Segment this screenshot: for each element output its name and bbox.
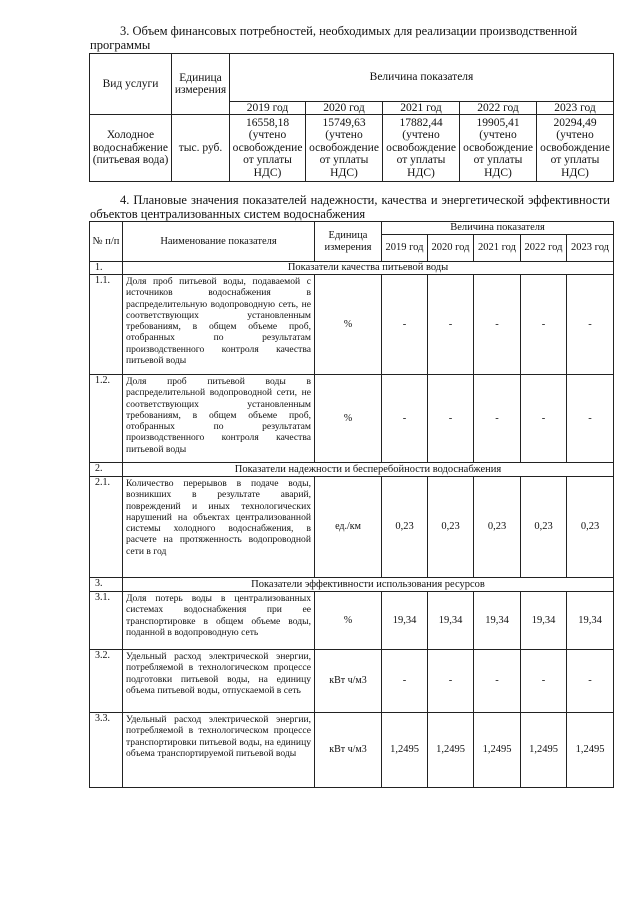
row-num: 1.2. <box>90 375 123 463</box>
header-service: Вид услуги <box>90 54 172 115</box>
value-cell: 0,23 <box>382 477 428 578</box>
indicator-name: Количество перерывов в подаче воды, возникших в результате аварий, повреждений и иных технологических нарушений на объектах централизованной системы холодного водоснабжения, в расчете на протяженность водопроводной сети в год <box>123 477 315 578</box>
value-cell: 1,2495 <box>521 713 567 788</box>
row-num: 3.2. <box>90 650 123 713</box>
value-cell: - <box>567 375 614 463</box>
value-cell: 0,23 <box>521 477 567 578</box>
unit-cell: % <box>315 375 382 463</box>
indicators-table <box>89 221 614 788</box>
row-num: 3.3. <box>90 713 123 788</box>
value-cell: - <box>382 375 428 463</box>
unit-cell: % <box>315 592 382 650</box>
year-header: 2022 год <box>460 102 537 115</box>
value-cell: 19,34 <box>474 592 521 650</box>
indicator-name: Доля проб питьевой воды, подаваемой с источников водоснабжения в распределительную водопроводную сеть, не соответствующих установленным требованиям, в общем объеме проб, отобранных по результатам производственного контроля качества питьевой воды <box>123 275 315 375</box>
group-title: Показатели эффективности использования ресурсов <box>123 578 614 592</box>
value-cell: 16558,18 (учтено освобождение от уплаты НДС) <box>230 115 306 182</box>
value-cell: - <box>428 650 474 713</box>
value-cell: 1,2495 <box>428 713 474 788</box>
value-cell: 0,23 <box>474 477 521 578</box>
group-num: 3. <box>90 578 123 592</box>
section3-heading: 3. Объем финансовых потребностей, необходимых для реализации производственной программы <box>90 24 578 52</box>
value-cell: - <box>474 375 521 463</box>
service-cell: Холодное водоснабжение (питьевая вода) <box>90 115 172 182</box>
indicator-name: Доля проб питьевой воды в распределительной водопроводной сети, не соответствующих установленным требованиям, в общем объеме проб, отобранных по результатам производственного контроля качества питьевой воды <box>123 375 315 463</box>
value-cell: 1,2495 <box>567 713 614 788</box>
row-num: 3.1. <box>90 592 123 650</box>
value-cell: - <box>521 375 567 463</box>
header-value: Величина показателя <box>230 54 614 102</box>
year-header: 2023 год <box>567 235 614 262</box>
row-num: 2.1. <box>90 477 123 578</box>
year-header: 2022 год <box>521 235 567 262</box>
value-cell: 19,34 <box>382 592 428 650</box>
value-cell: 15749,63 (учтено освобождение от уплаты НДС) <box>306 115 383 182</box>
group-num: 1. <box>90 262 123 275</box>
value-cell: - <box>382 650 428 713</box>
value-cell: 19,34 <box>428 592 474 650</box>
value-cell: 19,34 <box>521 592 567 650</box>
indicator-name: Удельный расход электрической энергии, потребляемой в технологическом процессе транспортировки питьевой воды, на единицу объема транспортируемой питьевой воды <box>123 713 315 788</box>
financial-needs-table <box>89 53 614 182</box>
year-header: 2021 год <box>474 235 521 262</box>
unit-cell: кВт ч/м3 <box>315 650 382 713</box>
year-header: 2019 год <box>382 235 428 262</box>
unit-cell: кВт ч/м3 <box>315 713 382 788</box>
header-unit: Единица измерения <box>172 54 230 115</box>
indicator-name: Доля потерь воды в централизованных системах водоснабжения при ее транспортировке в общем объеме воды, поданной в водопроводную сеть <box>123 592 315 650</box>
header-num: № п/п <box>90 222 123 262</box>
value-cell: 19905,41 (учтено освобождение от уплаты НДС) <box>460 115 537 182</box>
value-cell: 20294,49 (учтено освобождение от уплаты НДС) <box>537 115 614 182</box>
value-cell: 0,23 <box>567 477 614 578</box>
value-cell: - <box>567 650 614 713</box>
value-cell: - <box>474 650 521 713</box>
value-cell: - <box>428 375 474 463</box>
header-unit: Единица измерения <box>315 222 382 262</box>
year-header: 2020 год <box>306 102 383 115</box>
value-cell: - <box>382 275 428 375</box>
group-title: Показатели надежности и бесперебойности водоснабжения <box>123 463 614 477</box>
value-cell: 1,2495 <box>382 713 428 788</box>
year-header: 2020 год <box>428 235 474 262</box>
value-cell: 19,34 <box>567 592 614 650</box>
value-cell: - <box>521 275 567 375</box>
year-header: 2021 год <box>383 102 460 115</box>
year-header: 2019 год <box>230 102 306 115</box>
value-cell: - <box>428 275 474 375</box>
value-cell: - <box>567 275 614 375</box>
value-cell: 0,23 <box>428 477 474 578</box>
value-cell: 17882,44 (учтено освобождение от уплаты НДС) <box>383 115 460 182</box>
header-value: Величина показателя <box>382 222 614 235</box>
year-header: 2023 год <box>537 102 614 115</box>
group-num: 2. <box>90 463 123 477</box>
value-cell: 1,2495 <box>474 713 521 788</box>
value-cell: - <box>474 275 521 375</box>
unit-cell: тыс. руб. <box>172 115 230 182</box>
unit-cell: ед./км <box>315 477 382 578</box>
indicator-name: Удельный расход электрической энергии, потребляемой в технологическом процессе подготовки питьевой воды, на единицу объема питьевой воды, отпускаемой в сеть <box>123 650 315 713</box>
group-title: Показатели качества питьевой воды <box>123 262 614 275</box>
section4-heading: 4. Плановые значения показателей надежности, качества и энергетической эффективности объектов централизованных систем водоснабжения <box>90 193 610 221</box>
row-num: 1.1. <box>90 275 123 375</box>
unit-cell: % <box>315 275 382 375</box>
value-cell: - <box>521 650 567 713</box>
header-name: Наименование показателя <box>123 222 315 262</box>
